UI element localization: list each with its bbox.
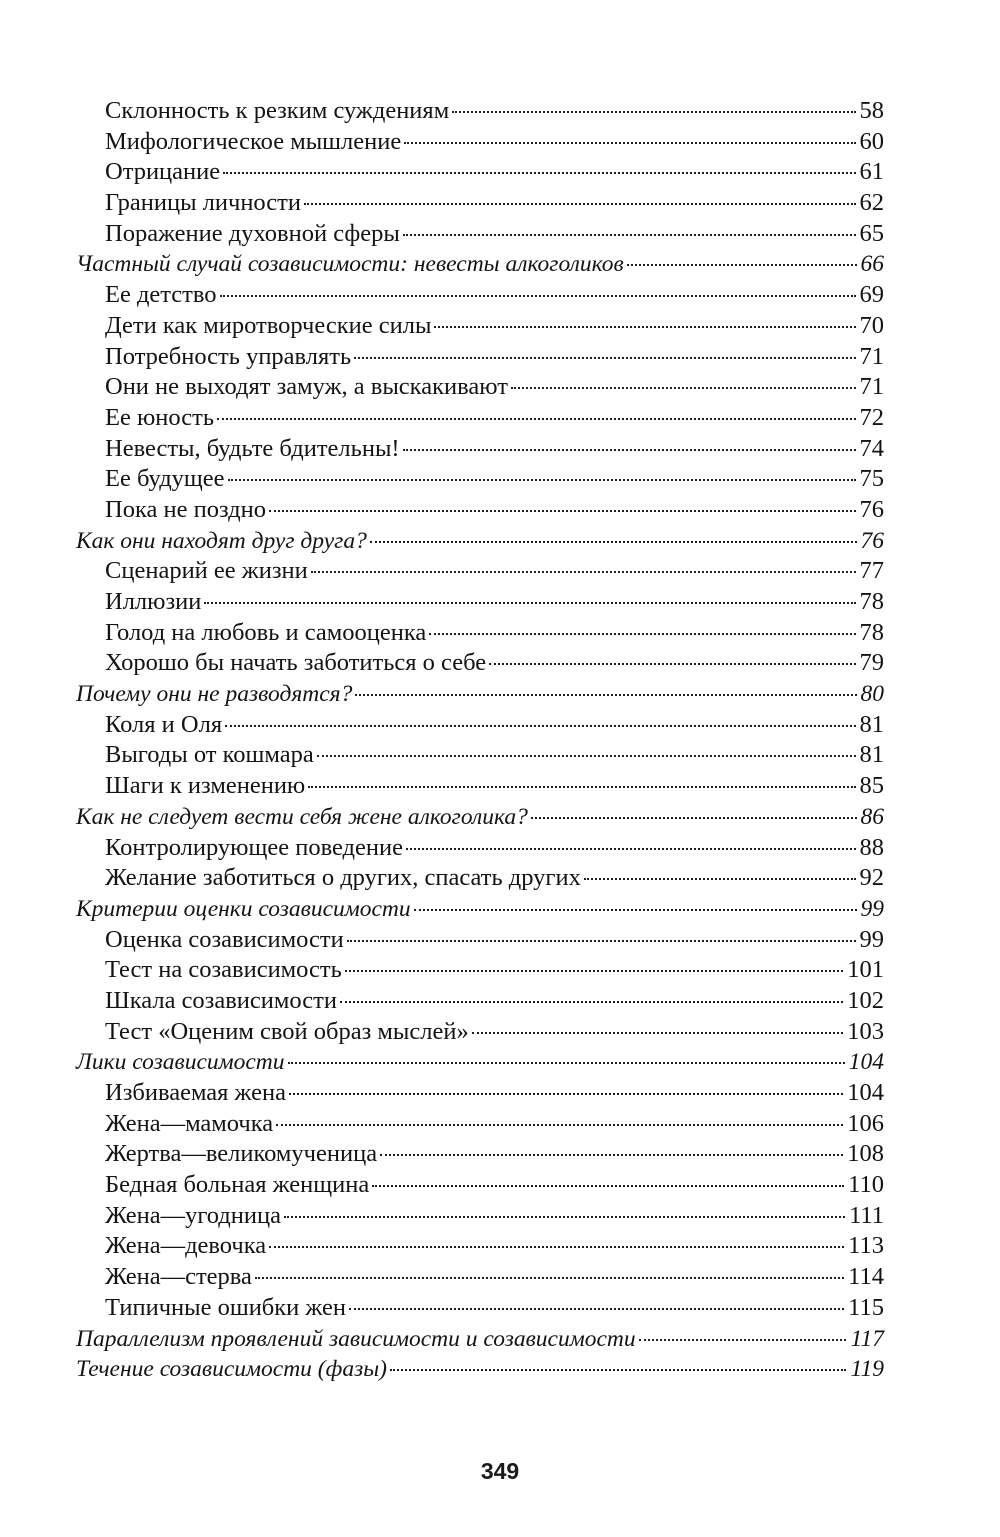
- toc-subsection-entry: [76, 1293, 884, 1324]
- toc-entry-title: Течение созависимости (фазы): [76, 1356, 387, 1383]
- toc-subsection-entry: [76, 1078, 884, 1109]
- dot-leader: [269, 1246, 844, 1248]
- dot-leader: [370, 541, 857, 543]
- toc-entry-title: Они не выходят замуж, а выскакивают: [105, 373, 508, 401]
- dot-leader: [225, 725, 855, 727]
- dot-leader: [289, 1093, 843, 1095]
- toc-subsection-entry: [76, 740, 884, 771]
- toc-entry-title: Хорошо бы начать заботиться о себе: [105, 649, 487, 677]
- toc-entry-page-number: 66: [860, 251, 884, 278]
- toc-entry-title: Шаги к изменению: [105, 772, 306, 800]
- toc-entry-page-number: 88: [859, 833, 884, 861]
- toc-entry-page-number: 58: [859, 97, 884, 124]
- toc-entry-page-number: 76: [859, 495, 884, 523]
- toc-entry-page-number: 102: [847, 986, 884, 1014]
- toc-entry-title: Как они находят друг друга?: [76, 527, 367, 554]
- toc-entry-title: Жена—мамочка: [105, 1109, 274, 1137]
- page-number: 349: [480, 1458, 520, 1484]
- dot-leader: [380, 1154, 843, 1156]
- dot-leader: [452, 111, 855, 113]
- toc-subsection-entry: [76, 771, 884, 802]
- toc-entry-page-number: 71: [859, 373, 884, 401]
- toc-subsection-entry: [76, 710, 884, 741]
- toc-entry-page-number: 99: [860, 895, 884, 922]
- toc-subsection-entry: [76, 863, 884, 894]
- toc-entry-title: Бедная больная женщина: [105, 1171, 370, 1199]
- toc-subsection-entry: [76, 556, 884, 587]
- toc-entry-page-number: 74: [859, 434, 884, 462]
- dot-leader: [269, 510, 855, 512]
- toc-entry-page-number: 65: [859, 219, 884, 247]
- toc-subsection-entry: [76, 986, 884, 1017]
- toc-section-entry: [76, 894, 884, 925]
- toc-entry-title: Склонность к резким суждениям: [105, 97, 450, 124]
- toc-entry-title: Жена—девочка: [105, 1232, 267, 1260]
- dot-leader: [311, 571, 856, 573]
- toc-entry-page-number: 103: [847, 1017, 884, 1045]
- toc-subsection-entry: [76, 464, 884, 495]
- toc-entry-page-number: 69: [859, 281, 884, 309]
- toc-entry-page-number: 75: [859, 465, 884, 493]
- toc-entry-page-number: 79: [859, 649, 884, 677]
- dot-leader: [372, 1185, 844, 1187]
- toc-subsection-entry: [76, 1201, 884, 1232]
- toc-entry-title: Лики созависимости: [76, 1049, 285, 1076]
- toc-entry-page-number: 101: [847, 956, 884, 984]
- toc-entry-page-number: 62: [859, 189, 884, 217]
- toc-entry-page-number: 72: [859, 403, 884, 431]
- dot-leader: [347, 940, 856, 942]
- toc-entry-title: Тест на созависимость: [105, 956, 342, 984]
- toc-entry-page-number: 119: [850, 1356, 884, 1383]
- toc-section-entry: [76, 249, 884, 280]
- toc-section-entry: [76, 1324, 884, 1355]
- toc-entry-page-number: 117: [850, 1325, 884, 1352]
- toc-subsection-entry: [76, 342, 884, 373]
- toc-entry-page-number: 92: [859, 864, 884, 892]
- toc-entry-page-number: 80: [860, 681, 884, 708]
- dot-leader: [354, 357, 855, 359]
- dot-leader: [511, 387, 856, 389]
- toc-entry-title: Почему они не разводятся?: [76, 681, 353, 708]
- toc-entry-title: Избиваемая жена: [105, 1079, 287, 1106]
- toc-subsection-entry: [76, 434, 884, 465]
- toc-entry-title: Выгоды от кошмара: [105, 741, 314, 769]
- toc-subsection-entry: [76, 955, 884, 986]
- toc-subsection-entry: [76, 925, 884, 956]
- dot-leader: [429, 633, 855, 635]
- toc-section-entry: [76, 1354, 884, 1385]
- toc-entry-page-number: 70: [859, 311, 884, 339]
- dot-leader: [223, 172, 855, 174]
- dot-leader: [317, 755, 856, 757]
- toc-entry-page-number: 61: [859, 158, 884, 186]
- toc-entry-page-number: 113: [848, 1232, 884, 1260]
- dot-leader: [404, 142, 855, 144]
- dot-leader: [308, 786, 855, 788]
- toc-subsection-entry: [76, 1109, 884, 1140]
- toc-entry-title: Типичные ошибки жен: [105, 1293, 347, 1321]
- dot-leader: [220, 295, 856, 297]
- toc-entry-title: Тест «Оценим свой образ мыслей»: [105, 1017, 469, 1045]
- dot-leader: [204, 602, 855, 604]
- toc-section-entry: [76, 802, 884, 833]
- toc-entry-title: Жена—угодница: [105, 1201, 281, 1229]
- toc-subsection-entry: [76, 1170, 884, 1201]
- toc-subsection-entry: [76, 157, 884, 188]
- dot-leader: [345, 970, 843, 972]
- toc-entry-page-number: 78: [859, 588, 884, 615]
- toc-entry-title: Частный случай созависимости: невесты алкоголиков: [76, 251, 624, 278]
- dot-leader: [340, 1001, 843, 1003]
- dot-leader: [284, 1216, 845, 1218]
- dot-leader: [434, 326, 855, 328]
- toc-entry-page-number: 114: [848, 1263, 884, 1291]
- dot-leader: [276, 1124, 843, 1126]
- toc-entry-title: Голод на любовь и самооценка: [105, 618, 427, 646]
- dot-leader: [403, 449, 856, 451]
- dot-leader: [472, 1032, 844, 1034]
- dot-leader: [304, 203, 856, 205]
- toc-subsection-entry: [76, 372, 884, 403]
- toc-subsection-entry: [76, 1262, 884, 1293]
- dot-leader: [406, 848, 856, 850]
- toc-entry-title: Критерии оценки созависимости: [76, 895, 411, 922]
- toc-entry-title: Как не следует вести себя жене алкоголика?: [76, 803, 528, 830]
- toc-entry-title: Коля и Оля: [105, 710, 223, 738]
- toc-subsection-entry: [76, 311, 884, 342]
- toc-entry-page-number: 81: [859, 741, 884, 769]
- toc-subsection-entry: [76, 618, 884, 649]
- dot-leader: [255, 1277, 844, 1279]
- toc-entry-page-number: 86: [860, 803, 884, 830]
- dot-leader: [349, 1308, 844, 1310]
- toc-entry-title: Жена—стерва: [105, 1263, 252, 1291]
- toc-entry-title: Сценарий ее жизни: [105, 557, 308, 585]
- toc-entry-page-number: 111: [849, 1201, 884, 1229]
- toc-entry-page-number: 106: [847, 1109, 884, 1137]
- toc-entry-page-number: 85: [859, 772, 884, 800]
- toc-entry-page-number: 99: [859, 925, 884, 953]
- dot-leader: [288, 1062, 845, 1064]
- dot-leader: [228, 479, 856, 481]
- toc-entry-page-number: 71: [859, 342, 884, 370]
- toc-entry-title: Пока не поздно: [105, 495, 267, 523]
- toc-entry-page-number: 60: [859, 127, 884, 155]
- dot-leader: [627, 264, 857, 266]
- toc-section-entry: [76, 526, 884, 557]
- toc-entry-title: Ее будущее: [105, 465, 225, 493]
- toc-entry-page-number: 110: [848, 1171, 884, 1199]
- toc-subsection-entry: [76, 1139, 884, 1170]
- toc-subsection-entry: [76, 403, 884, 434]
- toc-entry-page-number: 77: [859, 557, 884, 585]
- toc-subsection-entry: [76, 188, 884, 219]
- toc-subsection-entry: [76, 219, 884, 250]
- toc-entry-page-number: 115: [848, 1293, 884, 1321]
- toc-entry-title: Контролирующее поведение: [105, 833, 403, 861]
- toc-entry-title: Отрицание: [105, 158, 221, 186]
- dot-leader: [390, 1369, 847, 1371]
- toc-subsection-entry: [76, 1231, 884, 1262]
- toc-subsection-entry: [76, 96, 884, 127]
- toc-subsection-entry: [76, 127, 884, 158]
- toc-entry-page-number: 76: [860, 527, 884, 554]
- dot-leader: [414, 909, 857, 911]
- toc-entry-title: Шкала созависимости: [105, 986, 337, 1014]
- toc-subsection-entry: [76, 1017, 884, 1048]
- toc-section-entry: [76, 1047, 884, 1078]
- toc-entry-title: Поражение духовной сферы: [105, 219, 400, 247]
- toc-entry-page-number: 78: [859, 618, 884, 646]
- toc-entry-title: Мифологическое мышление: [105, 127, 402, 155]
- dot-leader: [217, 418, 856, 420]
- dot-leader: [355, 694, 856, 696]
- toc-subsection-entry: [76, 833, 884, 864]
- toc-section-entry: [76, 679, 884, 710]
- toc-entry-title: Параллелизм проявлений зависимости и созависимости: [76, 1325, 636, 1352]
- toc-subsection-entry: [76, 587, 884, 618]
- toc-subsection-entry: [76, 648, 884, 679]
- dot-leader: [531, 817, 857, 819]
- toc-entry-title: Ее юность: [105, 403, 214, 431]
- dot-leader: [489, 663, 855, 665]
- toc-entry-title: Жертва—великомученица: [105, 1140, 378, 1168]
- toc-entry-title: Оценка созависимости: [105, 925, 344, 953]
- toc-entry-page-number: 108: [847, 1140, 884, 1168]
- toc-entry-page-number: 104: [848, 1049, 884, 1076]
- toc-entry-page-number: 81: [859, 710, 884, 738]
- toc-entry-title: Невесты, будьте бдительны!: [105, 434, 400, 462]
- table-of-contents: [76, 96, 884, 1385]
- toc-entry-page-number: 104: [847, 1079, 884, 1106]
- toc-subsection-entry: [76, 495, 884, 526]
- toc-entry-title: Потребность управлять: [105, 342, 352, 370]
- toc-subsection-entry: [76, 280, 884, 311]
- dot-leader: [403, 234, 856, 236]
- dot-leader: [639, 1339, 847, 1341]
- toc-entry-title: Иллюзии: [105, 588, 202, 615]
- dot-leader: [584, 878, 856, 880]
- toc-entry-title: Дети как миротворческие силы: [105, 311, 432, 339]
- toc-entry-title: Ее детство: [105, 281, 217, 309]
- toc-entry-title: Желание заботиться о других, спасать других: [105, 864, 581, 892]
- toc-entry-title: Границы личности: [105, 189, 301, 217]
